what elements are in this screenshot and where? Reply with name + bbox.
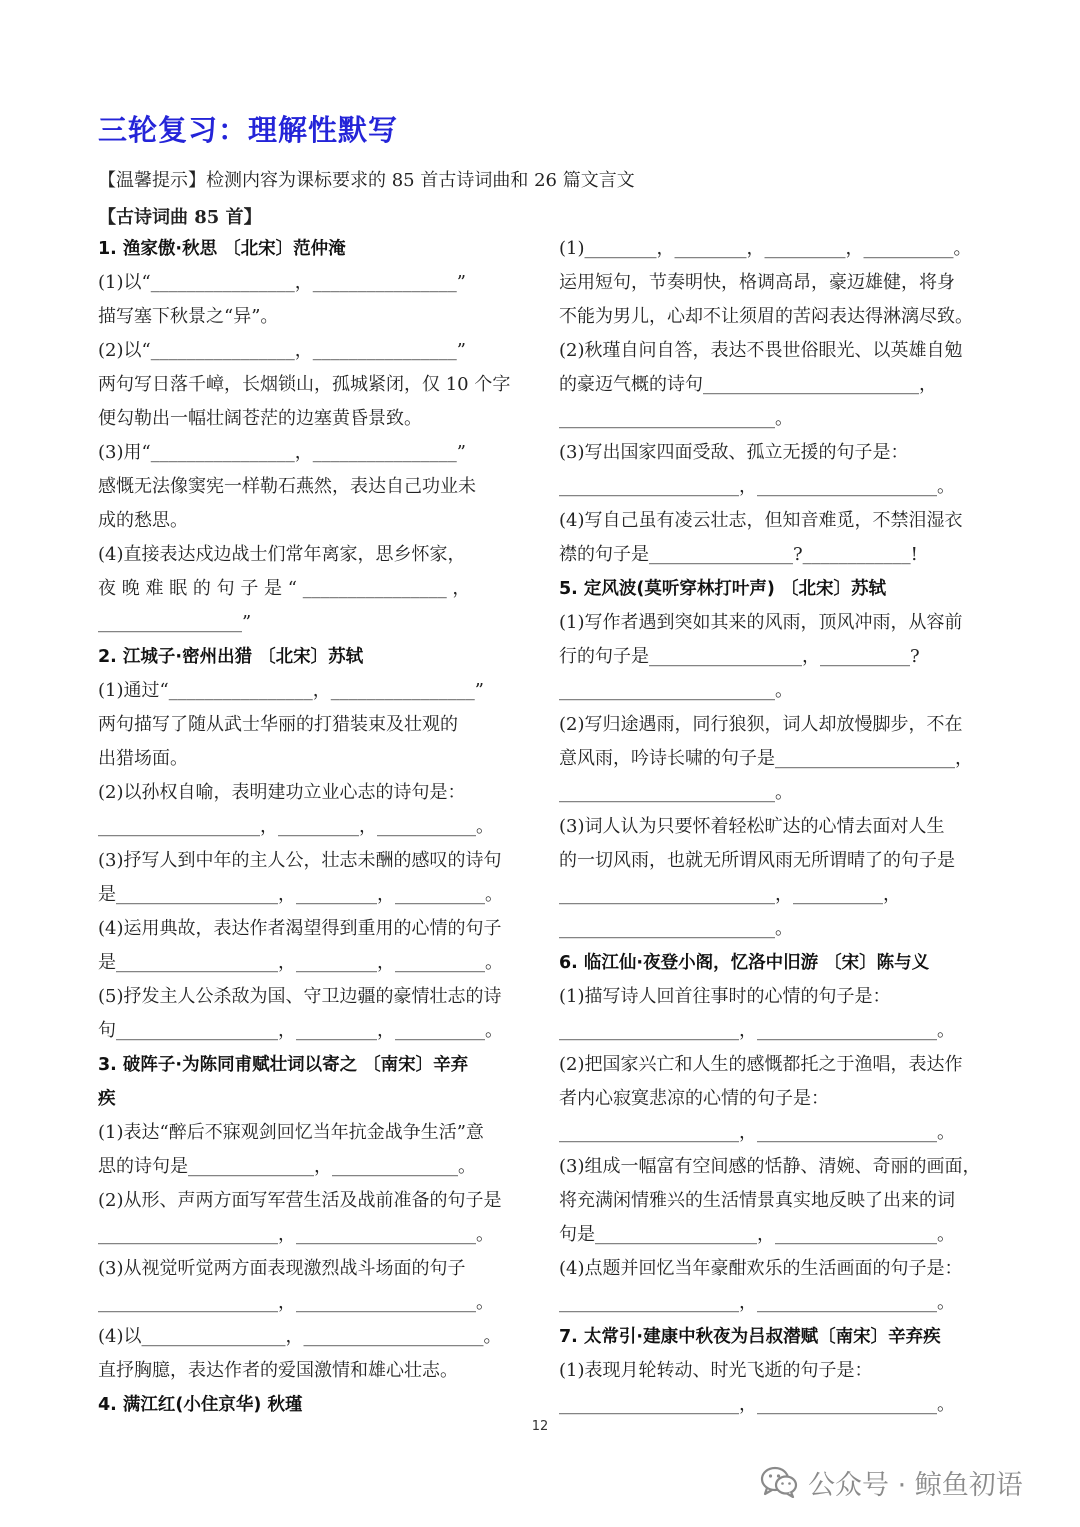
poem-heading: 6. 临江仙·夜登小阁，忆洛中旧游 〔宋〕陈与义 (559, 953, 930, 973)
poem-heading: 疾 (98, 1089, 116, 1109)
exercise-line: (1)表达“醉后不寐观剑回忆当年抗金战争生活”意 (98, 1122, 484, 1143)
tip-text: 【温馨提示】检测内容为课标要求的 85 首古诗词曲和 26 篇文言文 (98, 170, 635, 191)
exercise-line: ________________________，__________， (559, 884, 901, 905)
exercise-line: 的豪迈气概的诗句________________________， (559, 374, 937, 395)
exercise-line: 句__________________，_________，__________。 (98, 1020, 503, 1041)
exercise-line: 两句描写了随从武士华丽的打猎装束及壮观的 (98, 714, 458, 735)
exercise-line: 成的愁思。 (98, 510, 188, 531)
exercise-line: (1)表现月轮转动、时光飞逝的句子是： (559, 1360, 873, 1381)
exercise-line: (4)点题并回忆当年豪酣欢乐的生活画面的句子是： (559, 1258, 963, 1279)
poem-heading: 1. 渔家傲·秋思 〔北宋〕范仲淹 (98, 239, 346, 259)
wechat-icon (760, 1466, 798, 1498)
exercise-line: 便勾勒出一幅壮阔苍茫的边塞黄昏景致。 (98, 408, 422, 429)
exercise-line: 句是__________________，__________________。 (559, 1224, 955, 1245)
exercise-line: ________________” (98, 612, 252, 633)
exercise-line: (5)抒发主人公杀敌为国、守卫边疆的豪情壮志的诗 (98, 986, 502, 1007)
exercise-line: ________________________。 (559, 408, 793, 429)
exercise-line: (1)________，________，_________，__________。 (559, 238, 972, 259)
exercise-line: 襟的句子是________________?____________! (559, 544, 918, 565)
exercise-line: (2)以孙权自喻，表明建功立业心志的诗句是： (98, 782, 466, 803)
exercise-line: (1)写作者遇到突如其来的风雨，顶风冲雨，从容前 (559, 612, 963, 633)
exercise-line: ____________________，____________________。 (98, 1292, 494, 1313)
exercise-line: (4)直接表达戍边战士们常年离家，思乡怀家， (98, 544, 466, 565)
exercise-line: (3)词人认为只要怀着轻松旷达的心情去面对人生 (559, 816, 945, 837)
page-title: 三轮复习：理解性默写 (98, 113, 399, 147)
exercise-line: ____________________，____________________。 (559, 1122, 955, 1143)
exercise-line: 两句写日落千嶂，长烟锁山，孤城紧闭，仅 10 个字 (98, 374, 511, 395)
exercise-line: 将充满闲情雅兴的生活情景真实地反映了出来的词 (559, 1190, 955, 1211)
exercise-line: __________________，_________，___________。 (98, 816, 494, 837)
exercise-line: (3)抒写人到中年的主人公，壮志未酬的感叹的诗句 (98, 850, 502, 871)
exercise-line: (1)以“________________，________________” (98, 272, 466, 293)
exercise-line: (3)写出国家四面受敌、孤立无援的句子是： (559, 442, 909, 463)
exercise-line: (1)描写诗人回首往事时的心情的句子是： (559, 986, 891, 1007)
exercise-line: 描写塞下秋景之“异”。 (98, 306, 279, 327)
poem-heading: 4. 满江红(小住京华) 秋瑾 (98, 1395, 303, 1415)
exercise-line: ____________________，____________________。 (559, 476, 955, 497)
exercise-line: 是__________________，_________，__________。 (98, 884, 503, 905)
exercise-line: ____________________，____________________。 (559, 1394, 955, 1415)
right-column (559, 232, 985, 1422)
poem-heading: 7. 太常引·建康中秋夜为吕叔潜赋〔南宋〕辛弃疾 (559, 1327, 941, 1347)
exercise-line: (4)写自己虽有凌云壮志，但知音难觅，不禁泪湿衣 (559, 510, 963, 531)
exercise-line: ____________________，____________________。 (559, 1020, 955, 1041)
exercise-line: 直抒胸臆，表达作者的爱国激情和雄心壮志。 (98, 1360, 458, 1381)
exercise-line: (1)通过“________________，________________” (98, 680, 484, 701)
exercise-line: 是__________________，_________，__________。 (98, 952, 503, 973)
watermark (760, 1462, 1023, 1502)
poem-heading: 5. 定风波(莫听穿林打叶声) 〔北宋〕苏轼 (559, 579, 887, 599)
exercise-line: 不能为男儿，心却不让须眉的苦闷表达得淋漓尽致。 (559, 306, 973, 327)
section-heading: 【古诗词曲 85 首】 (98, 207, 262, 228)
left-column (98, 232, 524, 1422)
exercise-line: ____________________，____________________。 (98, 1224, 494, 1245)
poem-heading: 3. 破阵子·为陈同甫赋壮词以寄之 〔南宋〕辛弃 (98, 1055, 469, 1075)
exercise-line: ________________________。 (559, 680, 793, 701)
exercise-line: (4)运用典故，表达作者渴望得到重用的心情的句子 (98, 918, 502, 939)
exercise-line: 意风雨，吟诗长啸的句子是____________________， (559, 748, 973, 769)
exercise-line: (2)把国家兴亡和人生的感慨都托之于渔唱，表达作 (559, 1054, 963, 1075)
exercise-line: 者内心寂寞悲凉的心情的句子是： (559, 1088, 829, 1109)
exercise-line: ________________________。 (559, 918, 793, 939)
exercise-line: 夜 晚 难 眠 的 句 子 是 “ ________________ ， (98, 578, 471, 599)
poem-heading: 2. 江城子·密州出猎 〔北宋〕苏轼 (98, 647, 364, 667)
exercise-line: (3)组成一幅富有空间感的恬静、清婉、奇丽的画面， (559, 1156, 981, 1177)
exercise-line: 感慨无法像窦宪一样勒石燕然，表达自己功业未 (98, 476, 476, 497)
exercise-line: 出猎场面。 (98, 748, 188, 769)
exercise-line: (2)秋瑾自问自答，表达不畏世俗眼光、以英雄自勉 (559, 340, 963, 361)
exercise-line: (2)写归途遇雨，同行狼狈，词人却放慢脚步，不在 (559, 714, 963, 735)
watermark-text: 公众号 · 鲸鱼初语 (808, 1469, 1023, 1501)
exercise-line: 运用短句，节奏明快，格调高昂，豪迈雄健，将身 (559, 272, 955, 293)
exercise-line: (2)从形、声两方面写军营生活及战前准备的句子是 (98, 1190, 502, 1211)
exercise-line: (4)以________________，____________________。 (98, 1326, 502, 1347)
exercise-line: (3)用“________________，________________” (98, 442, 466, 463)
exercise-line: ____________________，____________________。 (559, 1292, 955, 1313)
exercise-line: 行的句子是_________________，__________? (559, 646, 920, 667)
exercise-line: 的一切风雨，也就无所谓风雨无所谓晴了的句子是 (559, 850, 955, 871)
page-number: 12 (531, 1419, 549, 1434)
exercise-line: 思的诗句是______________，______________。 (98, 1156, 476, 1177)
exercise-line: (3)从视觉听觉两方面表现激烈战斗场面的句子 (98, 1258, 466, 1279)
exercise-line: ________________________。 (559, 782, 793, 803)
exercise-line: (2)以“________________，________________” (98, 340, 466, 361)
